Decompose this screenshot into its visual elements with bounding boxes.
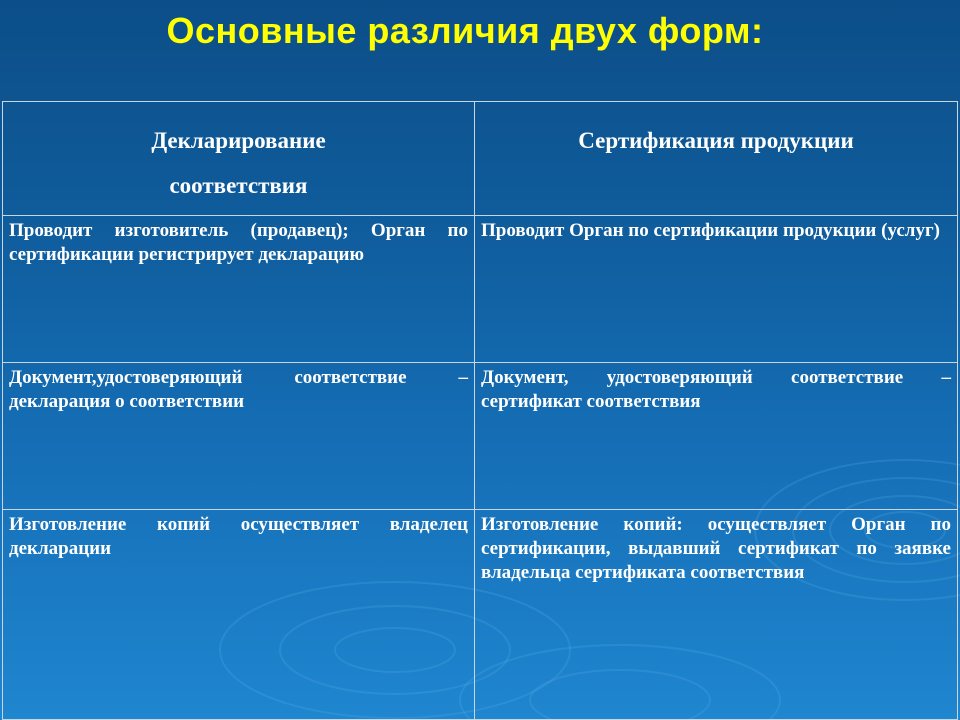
row1-declaration: Проводит изготовитель (продавец); Орган по сертификации регистрирует декларацию xyxy=(3,216,475,363)
header-certification: Сертификация продукции xyxy=(475,102,958,216)
row3-certification: Изготовление копий: осуществляет Орган по сертификации, выдавший сертификат по заявке владельца сертификата соответствия xyxy=(475,510,958,720)
table-row xyxy=(3,216,958,363)
row2-certification: Документ, удостоверяющий соответствие – сертификат соответствия xyxy=(475,363,958,510)
header-declaration-line1: Декларирование xyxy=(151,128,326,153)
header-declaration xyxy=(3,102,475,216)
table-row xyxy=(3,510,958,720)
header-declaration-line2: соответствия xyxy=(169,173,308,198)
slide-title: Основные различия двух форм: xyxy=(166,10,764,51)
row3-declaration: Изготовление копий осуществляет владелец декларации xyxy=(3,510,475,720)
comparison-table xyxy=(2,101,958,720)
table-row xyxy=(3,363,958,510)
row2-declaration: Документ,удостоверяющий соответствие – декларация о соответствии xyxy=(3,363,475,510)
row1-certification: Проводит Орган по сертификации продукции (услуг) xyxy=(475,216,958,363)
table-header-row xyxy=(3,102,958,216)
